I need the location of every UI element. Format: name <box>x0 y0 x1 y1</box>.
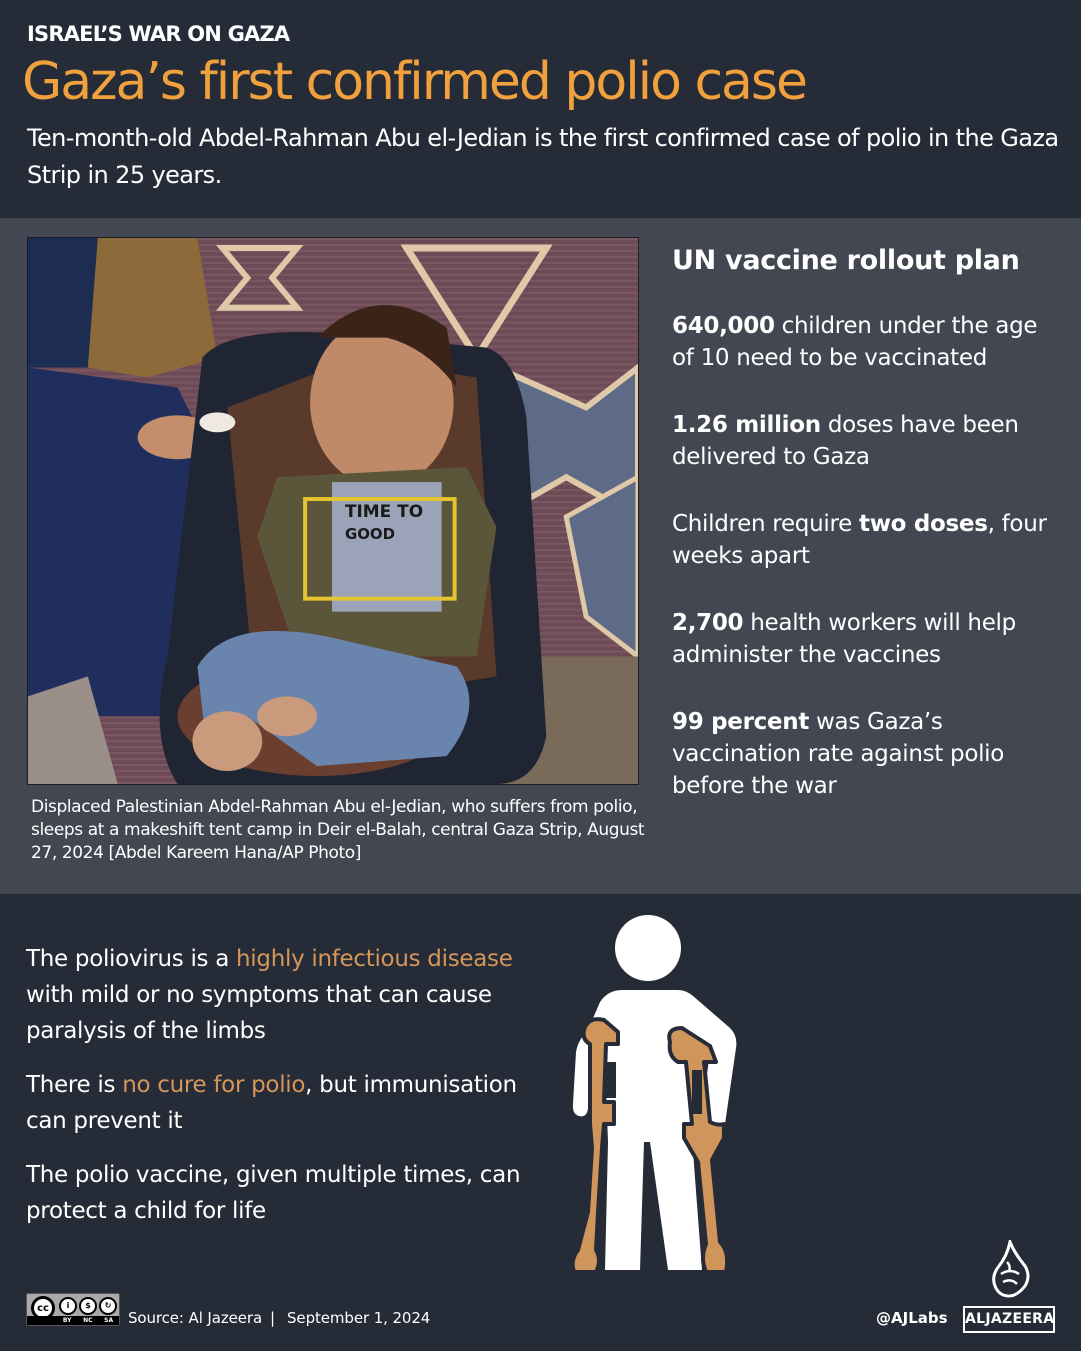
fact-infectious <box>26 941 546 1049</box>
stat-text: Children require <box>672 511 859 537</box>
creative-commons-license-badge <box>26 1293 120 1326</box>
stat-value: 640,000 <box>672 313 775 339</box>
stat-value: two doses <box>859 511 988 537</box>
kicker-label: ISRAEL’S WAR ON GAZA <box>27 22 290 46</box>
fact-vaccine <box>26 1157 546 1229</box>
page-title: Gaza’s first confirmed polio case <box>22 52 806 112</box>
noncommercial-icon: $ <box>79 1297 97 1315</box>
social-handle[interactable]: @AJLabs <box>876 1309 948 1327</box>
stat-value: 1.26 million <box>672 412 821 438</box>
stat-value: 99 percent <box>672 709 810 735</box>
photo-illustration <box>28 238 638 784</box>
plan-item-children <box>672 310 1062 374</box>
fact-highlight: highly infectious disease <box>236 946 513 972</box>
child-photo <box>27 237 639 785</box>
fact-text: The polio vaccine, given multiple times, can protect a child for life <box>26 1162 521 1224</box>
plan-title: UN vaccine rollout plan <box>672 245 1020 276</box>
license-strip <box>27 1316 119 1325</box>
fact-no-cure <box>26 1067 546 1139</box>
person-with-crutches-icon <box>560 912 760 1272</box>
polio-facts <box>26 941 546 1247</box>
stat-text: , four weeks apart <box>672 511 1047 569</box>
fact-text: The poliovirus is a <box>26 946 237 972</box>
attribution-icon: i <box>59 1297 77 1315</box>
stat-text: doses have been delivered to Gaza <box>672 412 1019 470</box>
aljazeera-brand-logo: ALJAZEERA <box>963 1306 1055 1333</box>
fact-text: with mild or no symptoms that can cause paralysis of the limbs <box>26 982 492 1044</box>
svg-text:GOOD: GOOD <box>344 524 396 543</box>
stat-text: was Gaza’s vaccination rate against polio before the war <box>672 709 1005 799</box>
plan-item-workers <box>672 607 1062 671</box>
stat-value: 2,700 <box>672 610 744 636</box>
license-sa: SA <box>104 1317 114 1324</box>
plan-item-doses <box>672 409 1062 473</box>
publish-date: September 1, 2024 <box>287 1309 431 1327</box>
license-by: BY <box>62 1317 72 1324</box>
cc-icon: cc <box>31 1296 55 1320</box>
fact-text: There is <box>26 1072 123 1098</box>
fact-highlight: no cure for polio <box>122 1072 306 1098</box>
source-label: Source: Al Jazeera <box>128 1309 263 1327</box>
plan-item-schedule <box>672 508 1062 572</box>
separator: | <box>270 1309 276 1327</box>
stat-text: health workers will help administer the vaccines <box>672 610 1016 668</box>
stat-text: children under the age of 10 need to be vaccinated <box>672 313 1038 371</box>
fact-text: , but immunisation can prevent it <box>26 1072 517 1134</box>
photo-caption: Displaced Palestinian Abdel-Rahman Abu el-Jedian, who suffers from polio, sleeps at a makeshift tent camp in Deir el-Balah, central Gaza Strip, August 27, 2024 [Abdel Kareem Hana/AP Photo] <box>31 797 645 863</box>
license-nc: NC <box>83 1317 93 1324</box>
source-line <box>128 1309 430 1327</box>
aljazeera-calligraphy-logo-icon <box>985 1240 1035 1302</box>
vaccine-plan <box>672 245 1062 837</box>
plan-item-rate <box>672 706 1062 802</box>
subtitle: Ten-month-old Abdel-Rahman Abu el-Jedian is the first confirmed case of polio in the Gaza Strip in 25 years. <box>27 124 1059 189</box>
header <box>0 0 1081 218</box>
svg-text:TIME TO: TIME TO <box>344 500 424 521</box>
sharealike-icon: ↻ <box>99 1297 117 1315</box>
